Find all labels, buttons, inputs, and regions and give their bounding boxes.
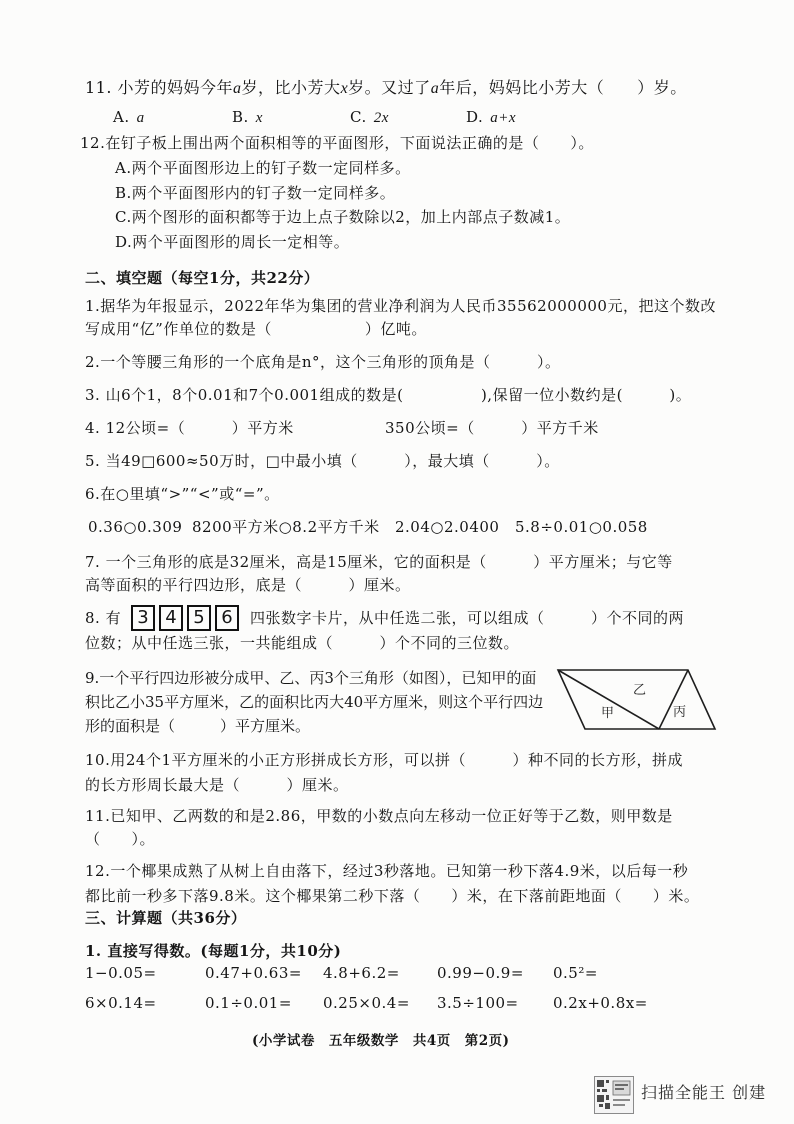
digit-cards bbox=[131, 605, 243, 631]
q11-text: 年后，妈妈比小芳大（ ）岁。 bbox=[439, 78, 687, 97]
calc-item: 0.47+0.63= bbox=[205, 964, 302, 982]
option-value: a bbox=[136, 110, 145, 126]
calc-item: 4.8+6.2= bbox=[323, 964, 400, 982]
option-label: D. bbox=[466, 108, 484, 126]
q11-option-c bbox=[350, 107, 389, 128]
q11-option-a bbox=[113, 107, 145, 128]
calc-item: 6×0.14= bbox=[85, 994, 157, 1012]
fill-q11-line2: （ ）。 bbox=[85, 830, 156, 848]
q11-text: 11. 小芳的妈妈今年 bbox=[85, 78, 234, 97]
fill-q10-line2: 的长方形周长最大是（ ）厘米。 bbox=[85, 776, 349, 794]
calc-item: 1−0.05= bbox=[85, 964, 157, 982]
q11-option-b bbox=[232, 107, 263, 128]
fill-q9-line2: 积比乙小35平方厘米，乙的面积比丙大40平方厘米，则这个平行四边 bbox=[85, 693, 544, 711]
fill-q8-line1: 四张数字卡片，从中任选二张，可以组成（ ）个不同的两 bbox=[250, 609, 685, 627]
choice-q11-stem bbox=[85, 77, 687, 100]
q11-variable: a bbox=[233, 80, 242, 97]
parallelogram-figure bbox=[555, 665, 720, 735]
choice-q12-stem: 12.在钉子板上围出两个面积相等的平面图形，下面说法正确的是（ ）。 bbox=[80, 134, 594, 152]
fill-q7-line1: 7. 一个三角形的底是32厘米，高是15厘米，它的面积是（ ）平方厘米；与它等 bbox=[85, 553, 673, 571]
q11-variable: a bbox=[430, 80, 440, 97]
q11-option-d bbox=[466, 107, 516, 128]
triangle-label-jia: 甲 bbox=[601, 706, 615, 721]
fill-q6-instruction: 6.在○里填“>”“<”或“=”。 bbox=[85, 485, 280, 503]
q12-option-c: C.两个图形的面积都等于边上点子数除以2，加上内部点子数减1。 bbox=[115, 208, 571, 226]
fill-q6-item: 8200平方米○8.2平方千米 bbox=[192, 518, 380, 536]
fill-q4-part1: 4. 12公顷=（ ）平方米 bbox=[85, 419, 294, 437]
digit-card: 5 bbox=[187, 605, 211, 631]
fill-q12-line2: 都比前一秒多下落9.8米。这个椰果第二秒下落（ ）米，在下落前距地面（ ）米。 bbox=[85, 887, 700, 905]
q12-option-b: B.两个平面图形内的钉子数一定同样多。 bbox=[115, 184, 396, 202]
page-footer: (小学试卷 五年级数学 共4页 第2页) bbox=[252, 1033, 510, 1049]
q12-option-d: D.两个平面图形的周长一定相等。 bbox=[115, 233, 350, 251]
camscanner-logo bbox=[594, 1076, 634, 1114]
q11-text: 岁，比小芳大 bbox=[241, 78, 341, 97]
scanner-watermark-text: 扫描全能王 创建 bbox=[641, 1083, 767, 1102]
q11-variable: x bbox=[340, 80, 349, 97]
fill-q10-line1: 10.用24个1平方厘米的小正方形拼成长方形，可以拼（ ）种不同的长方形，拼成 bbox=[85, 751, 683, 769]
fill-q1-line2: 写成用“亿”作单位的数是（ ）亿吨。 bbox=[85, 320, 427, 338]
option-value: 2x bbox=[373, 110, 389, 126]
fill-q8-prefix: 8. 有 bbox=[85, 609, 122, 627]
option-label: C. bbox=[350, 108, 367, 126]
fill-q8-line2: 位数；从中任选三张，一共能组成（ ）个不同的三位数。 bbox=[85, 634, 520, 652]
section-heading-fill: 二、填空题（每空1分，共22分） bbox=[85, 269, 320, 287]
fill-q7-line2: 高等面积的平行四边形，底是（ ）厘米。 bbox=[85, 576, 411, 594]
fill-q1-line1: 1.据华为年报显示，2022年华为集团的营业净利润为人民币35562000000元，把这个数改 bbox=[85, 297, 716, 315]
calc-item: 3.5÷100= bbox=[437, 994, 519, 1012]
fill-q11-line1: 11.已知甲、乙两数的和是2.86，甲数的小数点向左移动一位正好等于乙数，则甲数是 bbox=[85, 807, 673, 825]
fill-q2: 2.一个等腰三角形的一个底角是n°，这个三角形的顶角是（ ）。 bbox=[85, 353, 561, 371]
triangle-label-bing: 丙 bbox=[673, 705, 687, 720]
fill-q6-item: 2.04○2.0400 bbox=[395, 518, 500, 536]
q12-option-a: A.两个平面图形边上的钉子数一定同样多。 bbox=[115, 159, 411, 177]
fill-q9-line3: 形的面积是（ ）平方厘米。 bbox=[85, 717, 311, 735]
option-value: x bbox=[255, 110, 263, 126]
section-heading-calc: 三、计算题（共36分） bbox=[85, 909, 247, 927]
fill-q4-part2: 350公顷=（ ）平方千米 bbox=[385, 419, 599, 437]
option-label: B. bbox=[232, 108, 249, 126]
calc-item: 0.5²= bbox=[553, 964, 598, 982]
fill-q5: 5. 当49□600≈50万时，□中最小填（ ），最大填（ ）。 bbox=[85, 452, 560, 470]
fill-q12-line1: 12.一个椰果成熟了从树上自由落下，经过3秒落地。已知第一秒下落4.9米，以后每一秒 bbox=[85, 862, 689, 880]
calc-item: 0.25×0.4= bbox=[323, 994, 410, 1012]
calc-item: 0.99−0.9= bbox=[437, 964, 524, 982]
calc-sub-heading: 1. 直接写得数。(每题1分，共10分) bbox=[85, 942, 342, 960]
fill-q3: 3. 山6个1，8个0.01和7个0.001组成的数是( ),保留一位小数约是( )。 bbox=[85, 386, 692, 404]
digit-card: 3 bbox=[131, 605, 155, 631]
fill-q6-item: 0.36○0.309 bbox=[88, 518, 183, 536]
divider-line bbox=[659, 670, 688, 729]
triangle-label-yi: 乙 bbox=[633, 683, 647, 698]
digit-card: 6 bbox=[215, 605, 239, 631]
digit-card: 4 bbox=[159, 605, 183, 631]
q11-text: 岁。又过了 bbox=[348, 78, 431, 97]
option-value: a+x bbox=[490, 110, 517, 126]
fill-q6-item: 5.8÷0.01○0.058 bbox=[515, 518, 648, 536]
parallelogram-outline bbox=[558, 670, 715, 729]
calc-item: 0.2x+0.8x= bbox=[553, 994, 648, 1012]
calc-item: 0.1÷0.01= bbox=[205, 994, 292, 1012]
option-label: A. bbox=[113, 108, 130, 126]
fill-q9-line1: 9.一个平行四边形被分成甲、乙、丙3个三角形（如图），已知甲的面 bbox=[85, 669, 537, 687]
